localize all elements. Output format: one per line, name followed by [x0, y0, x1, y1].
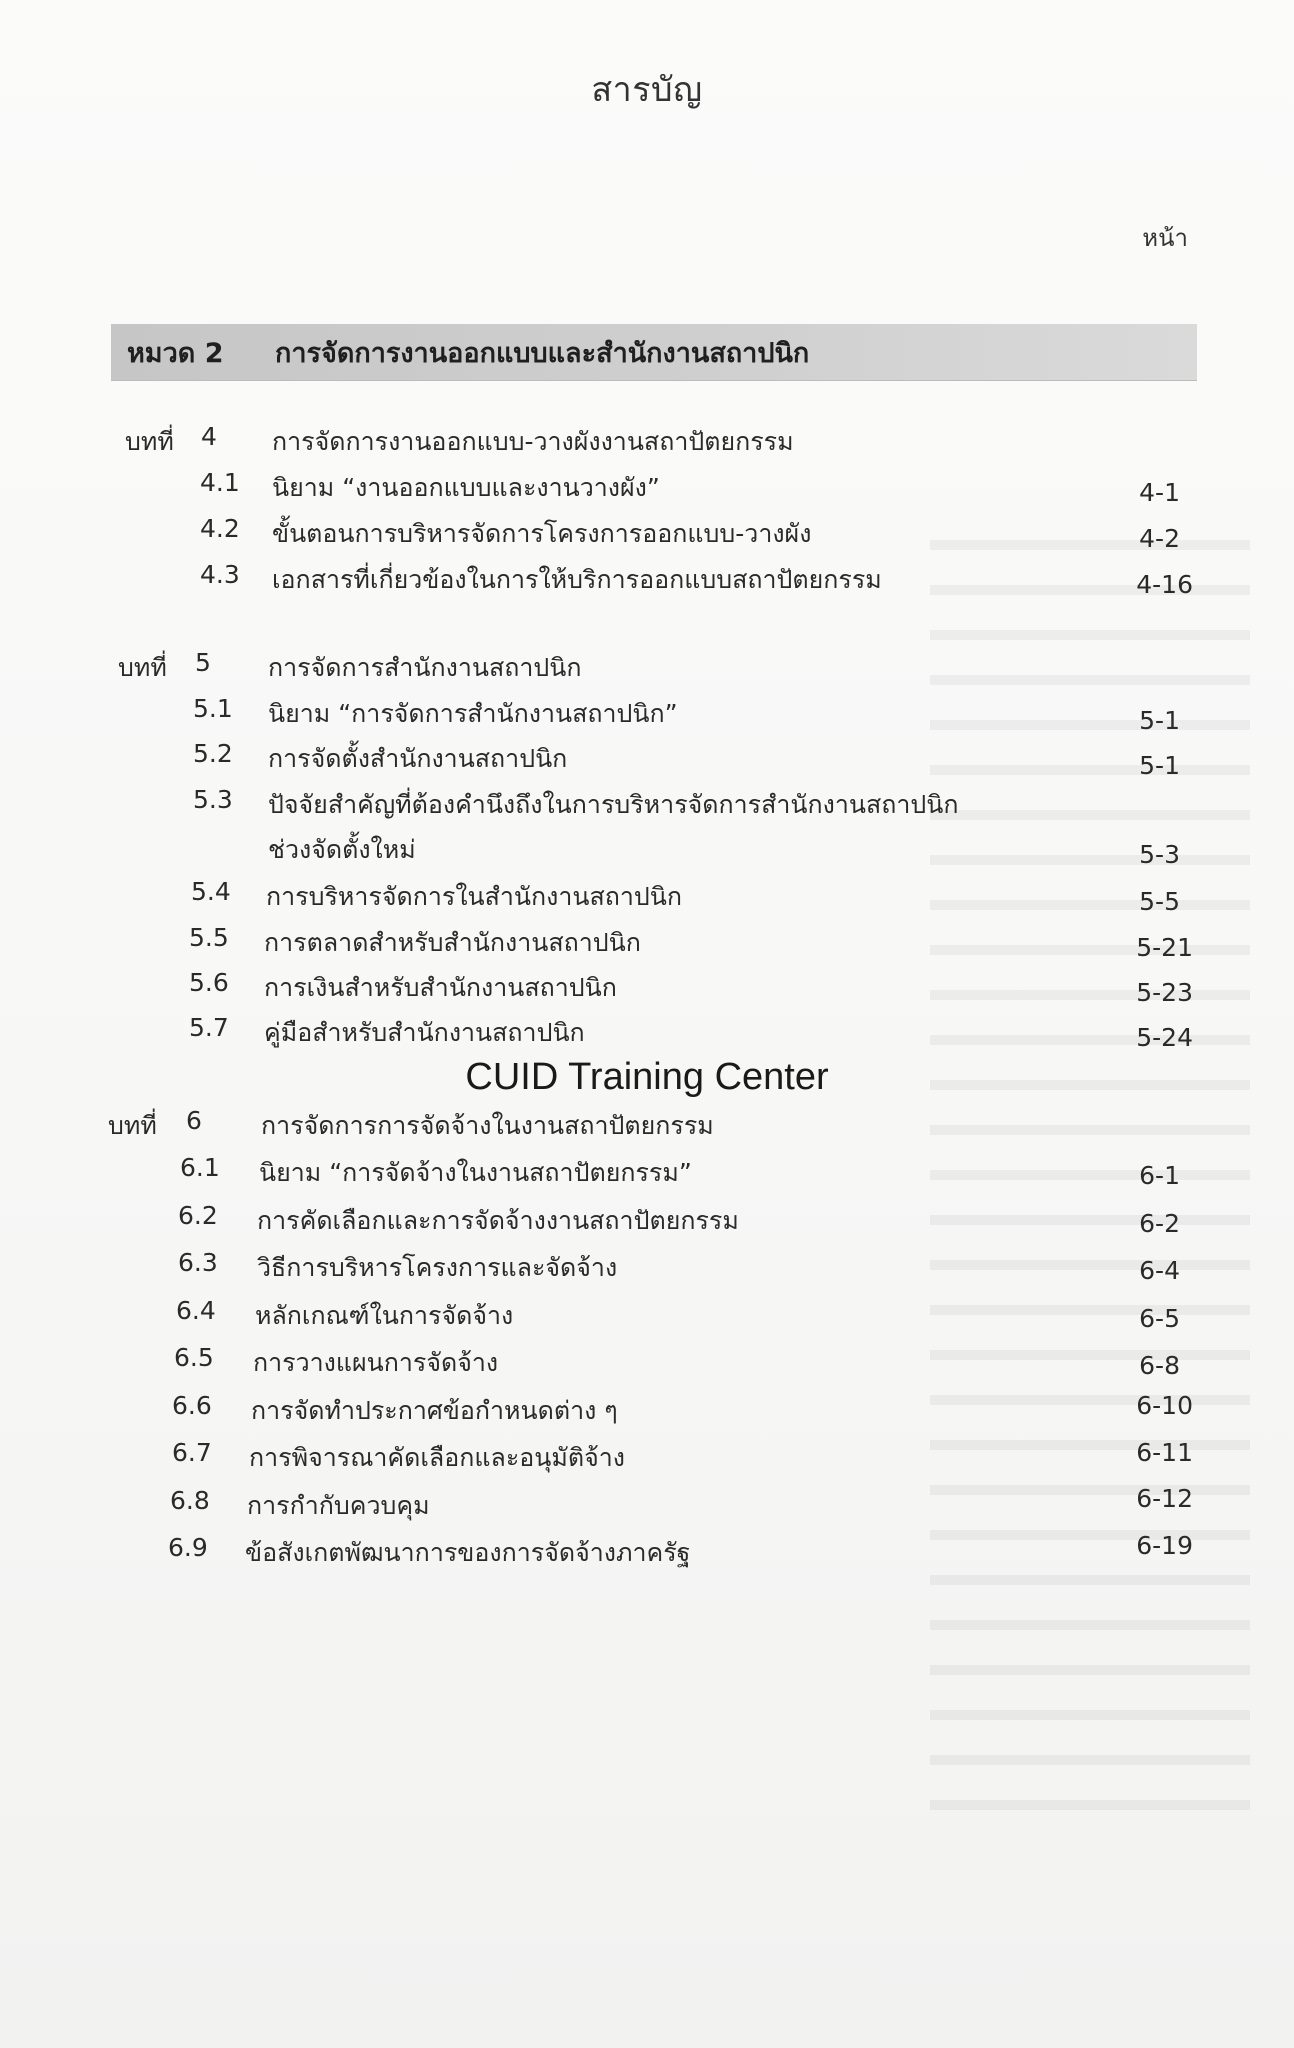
toc-entry-6-9	[0, 1533, 1294, 1573]
entry-page: 6-8	[1139, 1351, 1180, 1380]
entry-number: 5.7	[189, 1013, 229, 1042]
toc-entry-4-3	[0, 560, 1294, 600]
entry-number: 6.6	[172, 1391, 212, 1420]
entry-number: 6.4	[176, 1296, 216, 1325]
entry-title: ปัจจัยสำคัญที่ต้องคำนึงถึงในการบริหารจัดการสำนักงานสถาปนิก	[268, 790, 959, 819]
entry-title: นิยาม “งานออกแบบและงานวางผัง”	[272, 473, 660, 502]
entry-number: 6.1	[180, 1153, 220, 1182]
entry-number: 5.5	[189, 923, 229, 952]
entry-number: 5.2	[193, 739, 233, 768]
entry-title: การคัดเลือกและการจัดจ้างงานสถาปัตยกรรม	[257, 1206, 739, 1235]
entry-number: 4.2	[200, 514, 240, 543]
entry-number: 5.3	[193, 785, 233, 814]
toc-entry-5-1	[0, 694, 1294, 734]
entry-page: 5-3	[1139, 840, 1180, 869]
entry-number: 6.8	[170, 1486, 210, 1515]
entry-page: 6-5	[1139, 1304, 1180, 1333]
entry-title-continued: ช่วงจัดตั้งใหม่	[268, 835, 416, 864]
entry-title: นิยาม “การจัดการสำนักงานสถาปนิก”	[268, 699, 678, 728]
entry-page: 5-5	[1139, 887, 1180, 916]
toc-entry-5-2	[0, 739, 1294, 779]
entry-title: ข้อสังเกตพัฒนาการของการจัดจ้างภาครัฐ	[245, 1538, 691, 1567]
chapter-number: 4	[201, 422, 217, 451]
toc-entry-6-2	[0, 1201, 1294, 1241]
chapter-number: 5	[195, 648, 211, 677]
entry-title: การจัดตั้งสำนักงานสถาปนิก	[268, 744, 568, 773]
entry-title: ขั้นตอนการบริหารจัดการโครงการออกแบบ-วางผัง	[272, 519, 812, 548]
toc-entry-6-7	[0, 1438, 1294, 1478]
page-title: สารบัญ	[591, 70, 703, 110]
entry-number: 6.7	[172, 1438, 212, 1467]
entry-title: นิยาม “การจัดจ้างในงานสถาปัตยกรรม”	[259, 1158, 692, 1187]
toc-entry-5-4	[0, 877, 1294, 917]
entry-page: 5-1	[1139, 706, 1180, 735]
entry-title: คู่มือสำหรับสำนักงานสถาปนิก	[264, 1018, 585, 1047]
entry-page: 6-2	[1139, 1209, 1180, 1238]
entry-page: 6-11	[1136, 1438, 1193, 1467]
chapter-label: บทที่	[125, 427, 174, 456]
entry-title: หลักเกณฑ์ในการจัดจ้าง	[255, 1301, 514, 1330]
section-name: การจัดการงานออกแบบและสำนักงานสถาปนิก	[275, 337, 810, 369]
toc-entry-4-1	[0, 468, 1294, 508]
entry-title: การจัดทำประกาศข้อกำหนดต่าง ๆ	[251, 1396, 618, 1425]
entry-title: การตลาดสำหรับสำนักงานสถาปนิก	[264, 928, 641, 957]
toc-entry-6-5	[0, 1343, 1294, 1383]
toc-entry-6-4	[0, 1296, 1294, 1336]
chapter-title: การจัดการการจัดจ้างในงานสถาปัตยกรรม	[261, 1111, 714, 1140]
toc-entry-6-8	[0, 1486, 1294, 1526]
entry-page: 4-1	[1139, 478, 1180, 507]
entry-page: 5-24	[1136, 1023, 1193, 1052]
chapter-5-heading	[0, 648, 1294, 688]
chapter-title: การจัดการงานออกแบบ-วางผังงานสถาปัตยกรรม	[272, 427, 794, 456]
toc-entry-4-2	[0, 514, 1294, 554]
entry-page: 5-21	[1136, 933, 1193, 962]
entry-page: 6-1	[1139, 1161, 1180, 1190]
entry-number: 6.3	[178, 1248, 218, 1277]
entry-page: 6-19	[1136, 1531, 1193, 1560]
chapter-6-heading	[0, 1106, 1294, 1146]
entry-title: การกำกับควบคุม	[247, 1491, 430, 1520]
entry-title: การวางแผนการจัดจ้าง	[253, 1348, 499, 1377]
section-label: หมวด 2	[127, 337, 224, 369]
chapter-label: บทที่	[108, 1111, 157, 1140]
page-column-label: หน้า	[1142, 224, 1188, 252]
entry-title: วิธีการบริหารโครงการและจัดจ้าง	[257, 1253, 618, 1282]
entry-number: 6.9	[168, 1533, 208, 1562]
toc-entry-5-7	[0, 1013, 1294, 1053]
entry-title: การเงินสำหรับสำนักงานสถาปนิก	[264, 973, 617, 1002]
toc-entry-5-5	[0, 923, 1294, 963]
toc-entry-6-1	[0, 1153, 1294, 1193]
watermark-text: CUID Training Center	[465, 1056, 829, 1098]
chapter-number: 6	[186, 1106, 202, 1135]
entry-page: 5-1	[1139, 751, 1180, 780]
toc-entry-6-3	[0, 1248, 1294, 1288]
entry-page: 6-10	[1136, 1391, 1193, 1420]
entry-page: 4-2	[1139, 524, 1180, 553]
entry-number: 5.6	[189, 968, 229, 997]
entry-number: 4.3	[200, 560, 240, 589]
entry-title: การพิจารณาคัดเลือกและอนุมัติจ้าง	[249, 1443, 625, 1472]
entry-number: 4.1	[200, 468, 240, 497]
chapter-4-heading	[0, 422, 1294, 462]
entry-page: 6-4	[1139, 1256, 1180, 1285]
entry-number: 5.1	[193, 694, 233, 723]
entry-page: 6-12	[1136, 1484, 1193, 1513]
entry-title: เอกสารที่เกี่ยวข้องในการให้บริการออกแบบสถาปัตยกรรม	[272, 565, 882, 594]
entry-number: 6.5	[174, 1343, 214, 1372]
section-header-bar	[111, 324, 1197, 380]
entry-number: 5.4	[191, 877, 231, 906]
entry-number: 6.2	[178, 1201, 218, 1230]
toc-entry-5-3	[0, 785, 1294, 875]
chapter-title: การจัดการสำนักงานสถาปนิก	[268, 653, 582, 682]
entry-page: 5-23	[1136, 978, 1193, 1007]
entry-title: การบริหารจัดการในสำนักงานสถาปนิก	[266, 882, 683, 911]
toc-entry-5-6	[0, 968, 1294, 1008]
entry-page: 4-16	[1136, 570, 1193, 599]
toc-entry-6-6	[0, 1391, 1294, 1431]
chapter-label: บทที่	[118, 653, 167, 682]
